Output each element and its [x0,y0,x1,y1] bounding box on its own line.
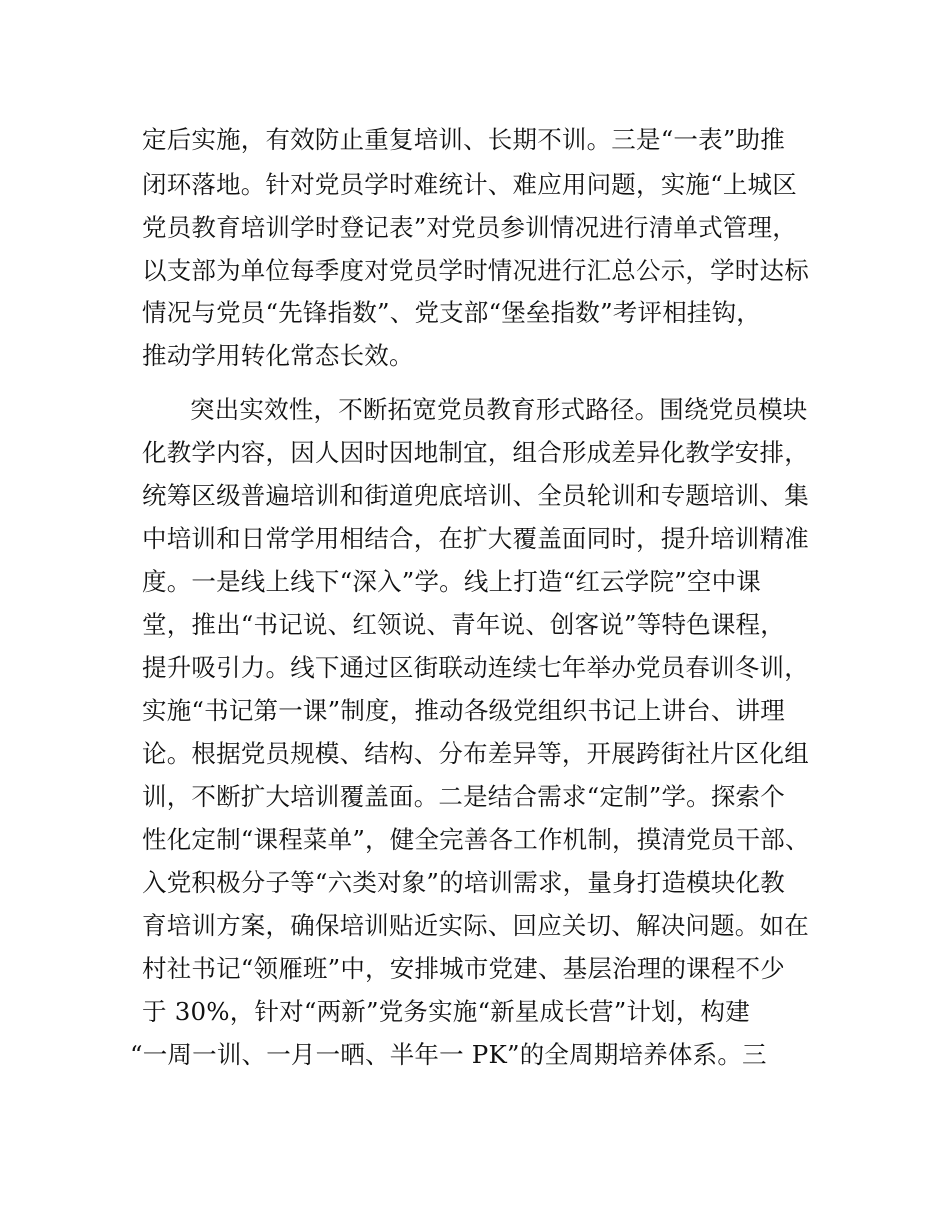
text-line: 堂，推出“书记说、红领说、青年说、创客说”等特色课程， [142,610,785,639]
text-line: 村社书记“领雁班”中，安排城市党建、基层治理的课程不少 [142,954,785,983]
text-line: 性化定制“课程菜单”，健全完善各工作机制，摸清党员干部、 [142,825,810,854]
text-line: 推动学用转化常态长效。 [142,341,414,370]
text-line: 于 30%，针对“两新”党务实施“新星成长营”计划，构建 [142,997,750,1026]
text-line: 训，不断扩大培训覆盖面。二是结合需求“定制”学。探索个 [142,782,785,811]
text-line: 定后实施，有效防止重复培训、长期不训。三是“一表”助推 [142,125,785,154]
text-line: 以支部为单位每季度对党员学时情况进行汇总公示，学时达标 [142,256,809,285]
text-line: 党员教育培训学时登记表”对党员参训情况进行清单式管理， [142,213,797,242]
text-line: 育培训方案，确保培训贴近实际、回应关切、解决问题。如在 [142,911,809,940]
text-line: 入党积极分子等“六类对象”的培训需求，量身打造模块化教 [142,868,785,897]
text-line: 中培训和日常学用相结合，在扩大覆盖面同时，提升培训精准 [142,524,809,553]
text-line: “一周一训、一月一晒、半年一 PK”的全周期培养体系。三 [130,1040,767,1069]
text-line: 统筹区级普遍培训和街道兜底培训、全员轮训和专题培训、集 [142,481,809,510]
text-line: 实施“书记第一课”制度，推动各级党组织书记上讲台、讲理 [142,696,785,725]
text-line: 度。一是线上线下“深入”学。线上打造“红云学院”空中课 [142,567,761,596]
text-line: 化教学内容，因人因时因地制宜，组合形成差异化教学安排， [142,438,809,467]
paragraph-first-line: 突出实效性，不断拓宽党员教育形式路径。围绕党员模块 [190,395,808,424]
text-line: 闭环落地。针对党员学时难统计、难应用问题，实施“上城区 [142,170,797,199]
text-line: 论。根据党员规模、结构、分布差异等，开展跨街社片区化组 [142,739,809,768]
text-line: 情况与党员“先锋指数”、党支部“堡垒指数”考评相挂钩， [142,298,761,327]
text-line: 提升吸引力。线下通过区街联动连续七年举办党员春训冬训， [142,653,809,682]
